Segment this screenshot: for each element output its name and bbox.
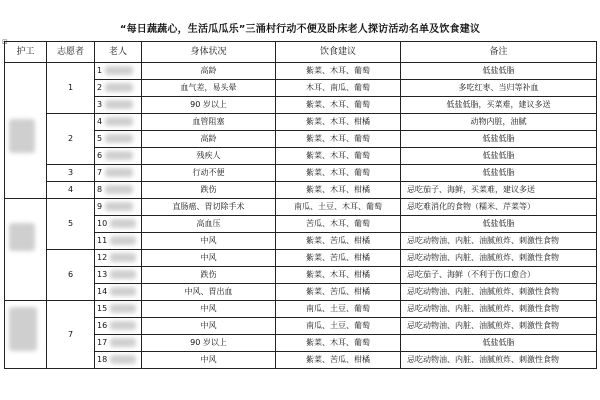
diet-cell: 紫菜、木耳、柑橘	[276, 267, 401, 284]
redacted-name	[105, 100, 133, 109]
condition-cell: 残疾人	[142, 148, 276, 165]
volunteer-cell: 3	[47, 165, 95, 182]
note-cell: 低盐低脂	[401, 165, 597, 182]
diet-cell: 紫菜、木耳、葡萄	[276, 148, 401, 165]
condition-cell: 跌伤	[142, 267, 276, 284]
note-cell: 动物内脏，油腻	[401, 114, 597, 131]
redacted-name	[105, 151, 133, 160]
condition-cell: 中风	[142, 233, 276, 250]
condition-cell: 中风	[142, 301, 276, 318]
redacted-name	[105, 117, 133, 126]
note-cell: 忌吃动物油、内脏、油腻煎炸、刺激性食物	[401, 318, 597, 335]
table-row	[5, 63, 597, 80]
header-elder: 老人	[95, 42, 142, 63]
table-anchor-icon: ⊞	[2, 38, 8, 46]
diet-cell: 南瓜、土豆、木耳、葡萄	[276, 199, 401, 216]
condition-cell: 高龄	[142, 63, 276, 80]
diet-cell: 紫菜、木耳、柑橘	[276, 114, 401, 131]
elder-cell: 3	[95, 97, 142, 114]
elder-cell: 12	[95, 250, 142, 267]
table-row	[5, 199, 597, 216]
redacted-name	[105, 185, 133, 194]
volunteer-cell: 5	[47, 199, 95, 250]
note-cell: 低盐低脂	[401, 335, 597, 352]
condition-cell: 血管阻塞	[142, 114, 276, 131]
condition-cell: 90 岁以上	[142, 97, 276, 114]
elder-cell: 2	[95, 80, 142, 97]
header-caregiver: 护工	[5, 42, 47, 63]
redacted-name	[110, 236, 136, 245]
note-cell: 低盐低脂	[401, 216, 597, 233]
caregiver-cell-2	[5, 199, 47, 301]
document-title: “每日蔬蔬心，生活瓜瓜乐”三涌村行动不便及卧床老人探访活动名单及饮食建议	[119, 24, 481, 35]
redacted-name	[105, 134, 133, 143]
elder-cell: 1	[95, 63, 142, 80]
redacted-name	[9, 307, 37, 351]
diet-cell: 木耳、南瓜、葡萄	[276, 80, 401, 97]
note-cell: 忌吃茄子、海鲜，买菜难，建议多送	[401, 182, 597, 199]
elder-cell: 11	[95, 233, 142, 250]
volunteer-cell: 1	[47, 63, 95, 114]
note-cell: 低盐低脂	[401, 131, 597, 148]
diet-cell: 紫菜、苦瓜、柑橘	[276, 250, 401, 267]
visit-list-table	[4, 41, 597, 369]
header-condition: 身体状况	[142, 42, 276, 63]
condition-cell: 90 岁以上	[142, 335, 276, 352]
note-cell: 忌吃动物油、内脏、油腻煎炸、刺激性食物	[401, 284, 597, 301]
redacted-name	[105, 202, 133, 211]
header-note: 备注	[401, 42, 597, 63]
note-cell: 忌吃动物油、内脏、油腻煎炸、刺激性食物	[401, 352, 597, 369]
redacted-name	[105, 83, 133, 92]
diet-cell: 紫菜、木耳、葡萄	[276, 335, 401, 352]
diet-cell: 紫菜、木耳、葡萄	[276, 63, 401, 80]
diet-cell: 紫菜、苦瓜、柑橘	[276, 284, 401, 301]
diet-cell: 南瓜、土豆、葡萄	[276, 301, 401, 318]
elder-cell: 6	[95, 148, 142, 165]
elder-cell: 9	[95, 199, 142, 216]
note-cell: 低盐低脂	[401, 63, 597, 80]
header-volunteer: 志愿者	[47, 42, 95, 63]
elder-cell: 16	[95, 318, 142, 335]
redacted-name	[110, 287, 136, 296]
note-cell: 忌吃动物油、内脏、油腻煎炸、刺激性食物	[401, 250, 597, 267]
redacted-name	[9, 223, 35, 251]
volunteer-cell: 6	[47, 250, 95, 301]
diet-cell: 苦瓜、木耳、葡萄	[276, 216, 401, 233]
redacted-name	[110, 253, 136, 262]
table-header-row	[5, 42, 597, 63]
condition-cell: 行动不便	[142, 165, 276, 182]
redacted-name	[105, 168, 133, 177]
elder-cell: 15	[95, 301, 142, 318]
volunteer-cell: 4	[47, 182, 95, 199]
table-row	[5, 182, 597, 199]
elder-cell: 13	[95, 267, 142, 284]
redacted-name	[110, 321, 136, 330]
note-cell: 多吃红枣、当归等补血	[401, 80, 597, 97]
diet-cell: 紫菜、木耳、柑橘	[276, 182, 401, 199]
diet-cell: 紫菜、木耳、葡萄	[276, 165, 401, 182]
volunteer-cell: 2	[47, 114, 95, 165]
redacted-name	[110, 338, 136, 347]
table-row	[5, 301, 597, 318]
table-row	[5, 114, 597, 131]
elder-cell: 17	[95, 335, 142, 352]
elder-cell: 4	[95, 114, 142, 131]
condition-cell: 高龄	[142, 131, 276, 148]
elder-cell: 10	[95, 216, 142, 233]
caregiver-cell-1	[5, 63, 47, 199]
table-row	[5, 250, 597, 267]
note-cell: 低盐低脂，买菜难，建议多送	[401, 97, 597, 114]
note-cell: 忌吃动物油、内脏、油腻煎炸、刺激性食物	[401, 301, 597, 318]
diet-cell: 南瓜、土豆、葡萄	[276, 318, 401, 335]
elder-cell: 18	[95, 352, 142, 369]
header-diet: 饮食建议	[276, 42, 401, 63]
condition-cell: 直肠癌、胃切除手术	[142, 199, 276, 216]
elder-cell: 14	[95, 284, 142, 301]
redacted-name	[110, 304, 136, 313]
redacted-name	[110, 219, 136, 228]
note-cell: 低盐低脂	[401, 148, 597, 165]
condition-cell: 血气差，易头晕	[142, 80, 276, 97]
redacted-name	[110, 270, 136, 279]
condition-cell: 中风、胃出血	[142, 284, 276, 301]
condition-cell: 中风	[142, 318, 276, 335]
elder-cell: 7	[95, 165, 142, 182]
caregiver-cell-3	[5, 301, 47, 369]
condition-cell: 中风	[142, 250, 276, 267]
redacted-name	[105, 66, 133, 75]
redacted-name	[110, 355, 136, 364]
diet-cell: 紫菜、苦瓜、柑橘	[276, 233, 401, 250]
table-row	[5, 165, 597, 182]
redacted-name	[9, 119, 35, 153]
note-cell: 忌吃难消化的食物（糯米、芹菜等）	[401, 199, 597, 216]
volunteer-cell: 7	[47, 301, 95, 369]
condition-cell: 高血压	[142, 216, 276, 233]
condition-cell: 中风	[142, 352, 276, 369]
condition-cell: 跌伤	[142, 182, 276, 199]
diet-cell: 紫菜、木耳、葡萄	[276, 97, 401, 114]
elder-cell: 5	[95, 131, 142, 148]
elder-cell: 8	[95, 182, 142, 199]
note-cell: 忌吃动物油、内脏、油腻煎炸、刺激性食物	[401, 233, 597, 250]
diet-cell: 紫菜、苦瓜、柑橘	[276, 352, 401, 369]
diet-cell: 紫菜、木耳、葡萄	[276, 131, 401, 148]
note-cell: 忌吃茄子、海鲜（不利于伤口愈合）	[401, 267, 597, 284]
